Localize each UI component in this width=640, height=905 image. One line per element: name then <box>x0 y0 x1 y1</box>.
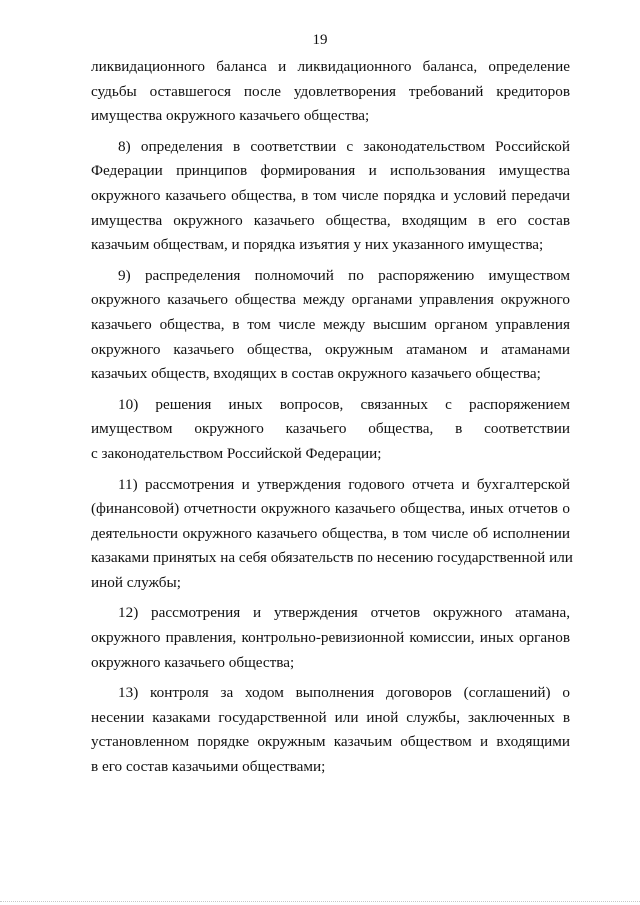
paragraph-item-12 <box>91 601 570 675</box>
text-line: имущества окружного казачьего общества, входящим в его состав <box>91 211 570 229</box>
page-bottom-rule <box>0 901 640 902</box>
text-line: с законодательством Российской Федерации; <box>91 444 382 462</box>
text-line: (финансовой) отчетности окружного казачьего общества, иных отчетов о <box>91 500 570 518</box>
paragraph-item-11 <box>91 473 573 596</box>
text-line: окружного казачьего общества, окружным атаманом и атаманами <box>91 340 570 358</box>
text-line: в его состав казачьими обществами; <box>91 758 326 776</box>
text-line: имущества окружного казачьего общества; <box>91 107 370 125</box>
text-line: казаками принятых на себя обязательств по несению государственной или <box>91 549 573 567</box>
text-line: 13) контроля за ходом выполнения договоров (соглашений) о <box>118 684 570 702</box>
text-line: имуществом окружного казачьего общества, в соответствии <box>91 420 570 438</box>
paragraph-item-8 <box>91 135 570 258</box>
paragraph-item-9 <box>91 264 570 387</box>
text-line: установленном порядке окружным казачьим обществом и входящими <box>91 733 570 751</box>
text-line: окружного правления, контрольно-ревизионной комиссии, иных органов <box>91 629 570 647</box>
text-line: окружного казачьего общества; <box>91 653 295 671</box>
text-line: окружного казачьего общества между органами управления окружного <box>91 291 570 309</box>
text-line: ликвидационного баланса и ликвидационного баланса, определение <box>91 58 570 75</box>
text-line: казачьих обществ, входящих в состав окружного казачьего общества; <box>91 365 541 383</box>
document-body <box>91 55 573 786</box>
paragraph-continuation <box>91 55 570 129</box>
text-line: казачьего общества, в том числе между высшим органом управления <box>91 315 570 333</box>
paragraph-item-10 <box>91 393 570 467</box>
text-line: 9) распределения полномочий по распоряжению имуществом <box>118 266 570 284</box>
paragraph-item-13 <box>91 681 570 779</box>
text-line: 11) рассмотрения и утверждения годового отчета и бухгалтерской <box>118 475 570 493</box>
page-number: 19 <box>312 32 328 48</box>
text-line: 10) решения иных вопросов, связанных с распоряжением <box>118 395 570 413</box>
text-line: судьбы оставшегося после удовлетворения требований кредиторов <box>91 82 570 100</box>
text-line: окружного казачьего общества, в том числе порядка и условий передачи <box>91 186 570 204</box>
text-line: иной службы; <box>91 573 181 591</box>
text-line: Федерации принципов формирования и использования имущества <box>91 162 570 180</box>
text-line: несении казаками государственной или иной службы, заключенных в <box>91 708 570 726</box>
text-line: казачьим обществам, и порядка изъятия у них указанного имущества; <box>91 236 544 254</box>
text-line: деятельности окружного казачьего общества, в том числе об исполнении <box>91 524 570 542</box>
text-line: 8) определения в соответствии с законодательством Российской <box>118 137 570 155</box>
text-line: 12) рассмотрения и утверждения отчетов окружного атамана, <box>118 604 570 622</box>
